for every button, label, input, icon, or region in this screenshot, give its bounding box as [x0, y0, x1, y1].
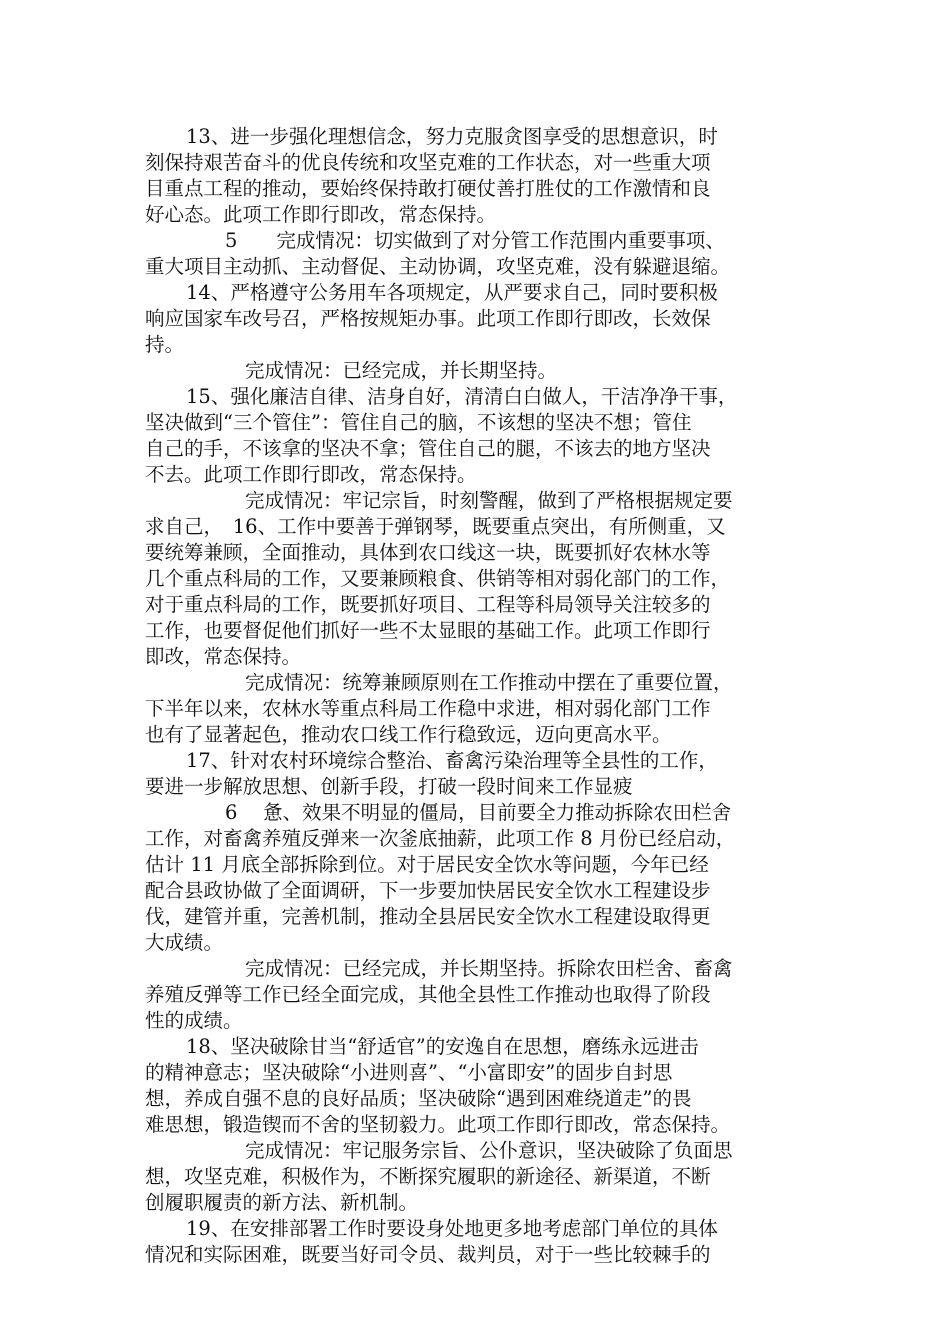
- text-line: 响应国家车改号召，严格按规矩办事。此项工作即行即改，长效保: [145, 307, 711, 330]
- text-line: 6 惫、效果不明显的僵局，目前要全力推动拆除农田栏舍: [225, 801, 732, 824]
- text-line: 要统筹兼顾，全面推动，具体到农口线这一块，既要抓好农林水等: [145, 541, 711, 564]
- text-line: 完成情况：已经完成，并长期坚持。拆除农田栏舍、畜禽: [245, 957, 733, 980]
- text-line: 下半年以来，农林水等重点科局工作稳中求进，相对弱化部门工作: [145, 697, 711, 720]
- text-line: 持。: [145, 333, 185, 356]
- text-line: 情况和实际困难，既要当好司令员、裁判员，对于一些比较棘手的: [145, 1243, 711, 1266]
- text-line: 难思想，锻造锲而不舍的坚韧毅力。此项工作即行即改，常态保持。: [145, 1113, 731, 1136]
- text-line: 好心态。此项工作即行即改，常态保持。: [145, 203, 497, 226]
- text-line: 5 完成情况：切实做到了对分管工作范围内重要事项、: [225, 229, 725, 252]
- text-line: 工作，也要督促他们抓好一些不太显眼的基础工作。此项工作即行: [145, 619, 711, 642]
- text-line: 也有了显著起色，推动农口线工作行稳致远，迈向更高水平。: [145, 723, 672, 746]
- text-line: 性的成绩。: [145, 1009, 243, 1032]
- text-line: 自己的手，不该拿的坚决不拿；管住自己的腿，不该去的地方坚决: [145, 437, 711, 460]
- text-line: 对于重点科局的工作，既要抓好项目、工程等科局领导关注较多的: [145, 593, 711, 616]
- text-line: 养殖反弹等工作已经全面完成，其他全县性工作推动也取得了阶段: [145, 983, 711, 1006]
- text-line: 15、强化廉洁自律、洁身自好，清清白白做人，干洁净净干事，: [186, 385, 738, 408]
- text-line: 伐，建管并重，完善机制，推动全县居民安全饮水工程建设取得更: [145, 905, 711, 928]
- text-line: 的精神意志；坚决破除“小进则喜”、“小富即安”的固步自封思: [145, 1061, 673, 1084]
- text-line: 想，攻坚克难，积极作为，不断探究履职的新途径、新渠道，不断: [145, 1165, 711, 1188]
- document-body: [145, 124, 815, 1268]
- text-line: 要进一步解放思想、创新手段，打破一段时间来工作显疲: [145, 775, 633, 798]
- text-line: 13、进一步强化理想信念，努力克服贪图享受的思想意识，时: [186, 125, 718, 148]
- text-line: 17、针对农村环境综合整治、畜禽污染治理等全县性的工作，: [186, 749, 718, 772]
- text-line: 配合县政协做了全面调研，下一步要加快居民安全饮水工程建设步: [145, 879, 711, 902]
- text-line: 求自己， 16、工作中要善于弹钢琴，既要重点突出，有所侧重，又: [145, 515, 726, 538]
- text-line: 几个重点科局的工作，又要兼顾粮食、供销等相对弱化部门的工作，: [145, 567, 731, 590]
- text-line: 目重点工程的推动，要始终保持敢打硬仗善打胜仗的工作激情和良: [145, 177, 711, 200]
- text-line: 完成情况：统筹兼顾原则在工作推动中摆在了重要位置，: [245, 671, 733, 694]
- text-line: 完成情况：已经完成，并长期坚持。: [245, 359, 558, 382]
- text-line: 大成绩。: [145, 931, 224, 954]
- text-line: 估计 11 月底全部拆除到位。对于居民安全饮水等问题，今年已经: [145, 853, 709, 876]
- text-line: 重大项目主动抓、主动督促、主动协调，攻坚克难，没有躲避退缩。: [145, 255, 731, 278]
- text-line: 完成情况：牢记服务宗旨、公仆意识，坚决破除了负面思: [245, 1139, 733, 1162]
- text-line: 19、在安排部署工作时要设身处地更多地考虑部门单位的具体: [186, 1217, 718, 1240]
- text-line: 刻保持艰苦奋斗的优良传统和攻坚克难的工作状态，对一些重大项: [145, 151, 711, 174]
- text-line: 14、严格遵守公务用车各项规定，从严要求自己，同时要积极: [186, 281, 718, 304]
- text-line: 创履职履责的新方法、新机制。: [145, 1191, 419, 1214]
- text-line: 即改，常态保持。: [145, 645, 302, 668]
- text-line: 工作，对畜禽养殖反弹来一次釜底抽薪，此项工作 8 月份已经启动，: [145, 827, 736, 850]
- text-line: 想，养成自强不息的良好品质；坚决破除“遇到困难绕道走”的畏: [145, 1087, 692, 1110]
- text-line: 18、坚决破除甘当“舒适官”的安逸自在思想，磨练永远进击: [186, 1035, 699, 1058]
- text-line: 不去。此项工作即行即改，常态保持。: [145, 463, 477, 486]
- text-line: 完成情况：牢记宗旨，时刻警醒，做到了严格根据规定要: [245, 489, 733, 512]
- text-line: 坚决做到“三个管住”：管住自己的脑，不该想的坚决不想；管住: [145, 411, 692, 434]
